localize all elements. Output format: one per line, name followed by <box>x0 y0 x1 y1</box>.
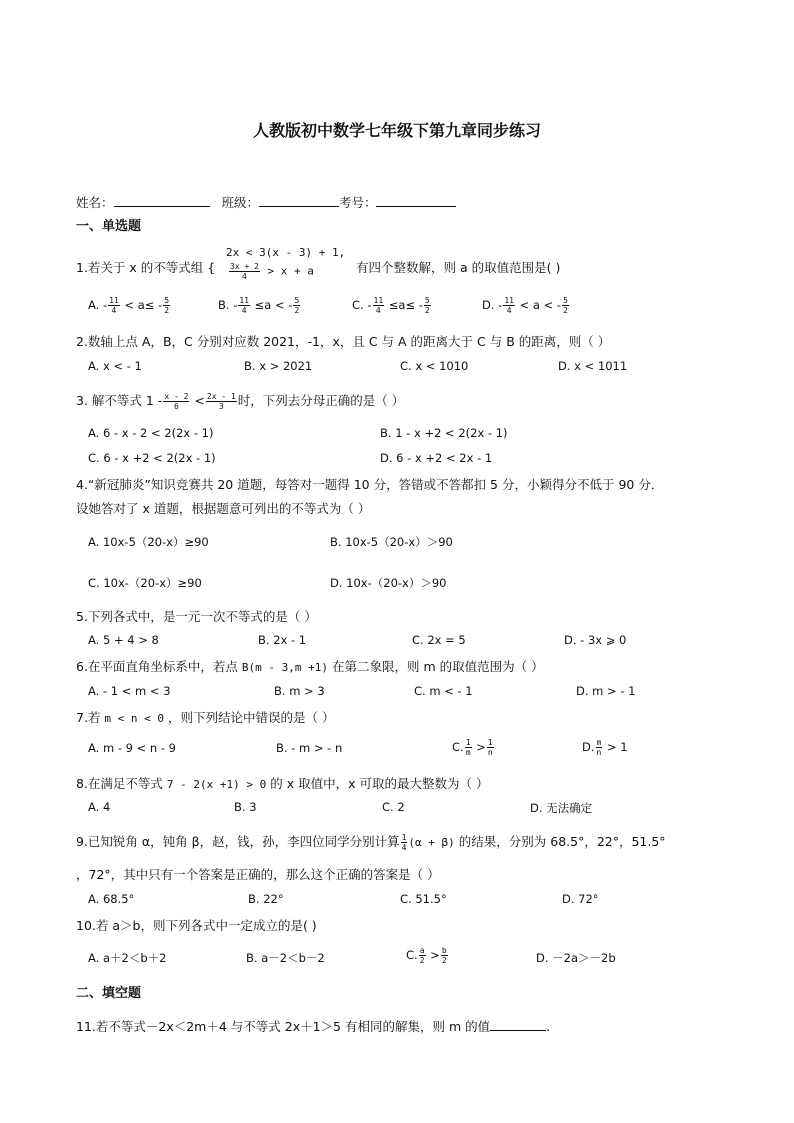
exam-no-label: 考号： <box>338 195 377 210</box>
q3-option-a[interactable]: A. 6 - x - 2 < 2(2x - 1) <box>88 426 214 440</box>
q2-stem: 2.数轴上点 A，B，C 分别对应数 2021，-1，x，且 C 与 A 的距离大于 C 与 B 的距离，则（ ） <box>76 334 611 349</box>
q1-option-a[interactable]: A. - $\frac{11}{4}$ < a≤ - $\frac{5}{2}$ <box>88 296 170 315</box>
q4-stem-line2: 设她答对了 x 道题，根据题意可列出的不等式为（ ） <box>76 501 371 516</box>
q10-stem: 10.若 a＞b，则下列各式中一定成立的是( ) <box>76 918 317 933</box>
q6-option-d[interactable]: D. m > - 1 <box>576 684 636 698</box>
q2-option-a[interactable]: A. x < - 1 <box>88 359 142 373</box>
q3-option-d[interactable]: D. 6 - x +2 < 2x - 1 <box>380 451 493 465</box>
q6-stem: 6.在平面直角坐标系中，若点 B(m - 3,m +1) 在第二象限，则 m 的取值范围为（ ） <box>76 659 544 674</box>
q7-option-c[interactable]: C. $\frac{1}{m}$ > $\frac{1}{n}$ <box>452 738 493 757</box>
q7-option-b[interactable]: B. - m > - n <box>276 741 343 755</box>
q5-option-c[interactable]: C. 2x = 5 <box>412 633 466 647</box>
q1-option-c[interactable]: C. - $\frac{11}{4}$ ≤a≤ - $\frac{5}{2}$ <box>352 296 430 315</box>
q8-option-c[interactable]: C. 2 <box>382 800 405 814</box>
exam-no-blank[interactable] <box>376 194 456 207</box>
q4-option-a[interactable]: A. 10x-5（20-x）≥90 <box>88 535 209 549</box>
section-fill-blank: 二、填空题 <box>76 986 142 1001</box>
q1-system-line2: $\frac{3x + 2}{4}$ > x + a <box>230 262 314 281</box>
q3-option-b[interactable]: B. 1 - x +2 < 2(2x - 1) <box>380 426 508 440</box>
q6-option-a[interactable]: A. - 1 < m < 3 <box>88 684 171 698</box>
q9-option-c[interactable]: C. 51.5° <box>400 892 447 906</box>
q3-stem: 3. 解不等式 1 - $\frac{x - 2}{6}$ < $\frac{2x - 1}{3}$ 时，下列去分母正确的是（ ） <box>76 392 405 411</box>
q8-option-b[interactable]: B. 3 <box>234 800 257 814</box>
q5-option-b[interactable]: B. 2x - 1 <box>258 633 307 647</box>
section-single-choice: 一、单选题 <box>76 219 142 234</box>
q1-option-d[interactable]: D. - $\frac{11}{4}$ < a < - $\frac{5}{2}$ <box>482 296 568 315</box>
q5-stem: 5.下列各式中，是一元一次不等式的是（ ） <box>76 609 317 624</box>
q7-option-d[interactable]: D. $\frac{m}{n}$ > 1 <box>582 738 628 757</box>
q7-stem: 7.若 m < n < 0 ，则下列结论中错误的是（ ） <box>76 710 335 725</box>
q4-option-b[interactable]: B. 10x-5（20-x）＞90 <box>330 535 453 549</box>
q3-option-c[interactable]: C. 6 - x +2 < 2(2x - 1) <box>88 451 216 465</box>
q9-stem-line1: 9.已知锐角 α，钝角 β，赵，钱，孙，李四位同学分别计算 $\frac{1}{4}$ (α + β) 的结果，分别为 68.5°，22°，51.5° <box>76 833 666 852</box>
q6-option-b[interactable]: B. m > 3 <box>274 684 325 698</box>
q8-stem: 8.在满足不等式 7 - 2(x +1) > 0 的 x 取值中，x 可取的最大整数为（ ） <box>76 776 489 791</box>
class-label: 班级： <box>221 195 259 210</box>
q8-option-d[interactable]: D. 无法确定 <box>530 801 593 815</box>
q8-option-a[interactable]: A. 4 <box>88 800 111 814</box>
q9-option-b[interactable]: B. 22° <box>248 892 284 906</box>
q9-option-a[interactable]: A. 68.5° <box>88 892 135 906</box>
q10-option-d[interactable]: D. －2a＞－2b <box>536 951 616 965</box>
q2-option-b[interactable]: B. x > 2021 <box>244 359 313 373</box>
student-info-line <box>76 193 456 211</box>
page-title: 人教版初中数学七年级下第九章同步练习 <box>252 121 541 140</box>
q1-prefix: 1.若关于 x 的不等式组 { <box>76 260 216 275</box>
q2-option-c[interactable]: C. x < 1010 <box>400 359 469 373</box>
q9-stem-line2: ，72°，其中只有一个答案是正确的，那么这个正确的答案是（ ） <box>76 867 440 882</box>
q4-stem-line1: 4.“新冠肺炎”知识竞赛共 20 道题，每答对一题得 10 分，答错或不答都扣 5 分，小颖得分不低于 90 分． <box>76 477 664 492</box>
q2-option-d[interactable]: D. x < 1011 <box>558 359 628 373</box>
class-blank[interactable] <box>259 194 339 207</box>
q10-option-b[interactable]: B. a－2＜b－2 <box>246 951 325 965</box>
q4-option-d[interactable]: D. 10x-（20-x）＞90 <box>330 576 447 590</box>
q6-option-c[interactable]: C. m < - 1 <box>414 684 473 698</box>
q11-answer-blank[interactable] <box>490 1018 546 1031</box>
q9-option-d[interactable]: D. 72° <box>562 892 599 906</box>
q10-option-c[interactable]: C. $\frac{a}{2}$ > $\frac{b}{2}$ <box>406 946 447 965</box>
q5-option-a[interactable]: A. 5 + 4 > 8 <box>88 633 159 647</box>
q1-suffix: 有四个整数解，则 a 的取值范围是( ) <box>356 260 561 275</box>
name-blank[interactable] <box>114 194 210 207</box>
q11-stem: 11.若不等式－2x＜2m＋4 与不等式 2x＋1＞5 有相同的解集，则 m 的值 . <box>76 1019 551 1034</box>
q1-option-b[interactable]: B. - $\frac{11}{4}$ ≤a < - $\frac{5}{2}$ <box>218 296 300 315</box>
q4-option-c[interactable]: C. 10x-（20-x）≥90 <box>88 576 202 590</box>
q7-option-a[interactable]: A. m - 9 < n - 9 <box>88 741 176 755</box>
q1-system-line1: 2x < 3(x - 3) + 1, <box>226 246 346 259</box>
q10-option-a[interactable]: A. a＋2＜b＋2 <box>88 951 167 965</box>
q5-option-d[interactable]: D. - 3x ⩾ 0 <box>564 633 627 647</box>
name-label: 姓名： <box>76 195 114 210</box>
